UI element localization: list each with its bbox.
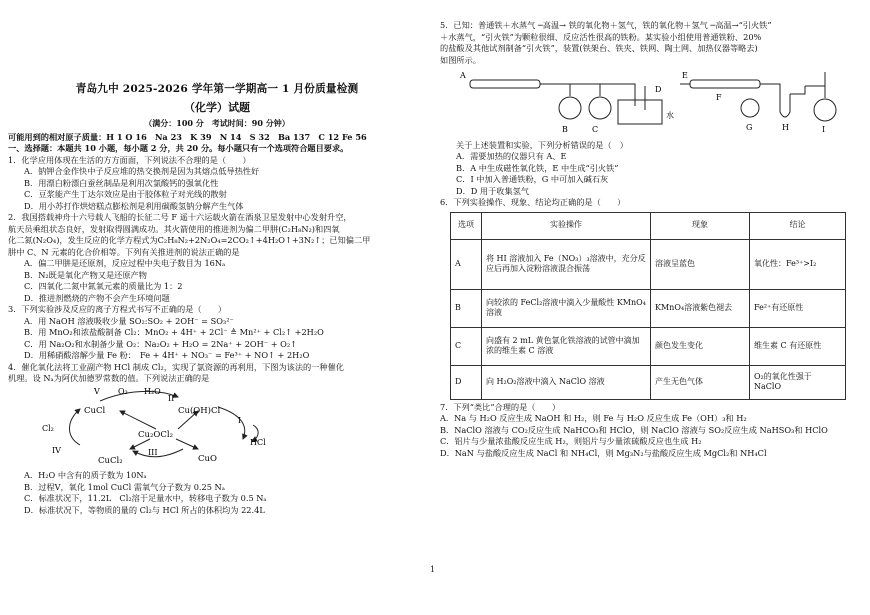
table-cell: 溶液呈蓝色 [651,239,750,289]
option-d: D．用稀硝酸溶解少量 Fe 粉： Fe + 4H⁺ + NO₃⁻ = Fe³⁺ + NO↑ + 2H₂O [24,350,310,361]
apparatus-diagram [450,66,850,136]
exam-subtitle: （化学）试题 [184,100,250,114]
option-c: C．I 中加入普通铁粉，G 中可加入碱石灰 [456,174,609,184]
table-cell: 氧化性：Fe³⁺>I₂ [750,239,846,289]
table-header-row [451,212,846,239]
option-c: C．铝片与少量浓盐酸反应生成 H₂，则铝片与少量浓硫酸反应也生成 H₂ [440,436,702,446]
question-stem: 7．下列“类比”合理的是（ ） [440,401,561,412]
atomic-masses: 可能用到的相对原子质量：H 1 O 16 Na 23 K 39 N 14 S 32 Ba 137 C 12 Fe 56 [8,131,367,142]
question-stem: 3．下列实验涉及反应的离子方程式书写不正确的是（ ） [8,304,227,315]
table-cell: A [451,239,482,289]
label-iii: III [148,447,158,457]
apparatus-label-g: G [746,123,753,132]
question-6 [440,197,858,400]
option-d: D．推进剂燃烧的产物不会产生环境问题 [24,292,170,303]
option-a: A．钠钾合金作快中子反应堆的热交换剂是因为其熔点低导热性好 [24,166,260,177]
question-stem: 2．我国搭载神舟十六号载人飞船的长征二号 F 遥十六运载火箭在酒泉卫星发射中心发射升空， [8,212,352,223]
question-stem: 化二氮(N₂O₄)，发生反应的化学方程式为C₂H₈N₂+2N₂O₄=2CO₂↑+4H₂O↑+3N₂↑；已知偏二甲 [8,235,371,246]
option-d: D．D 用于收集氢气 [456,185,530,196]
option-b: B．NaClO 溶液与 CO₂反应生成 NaHCO₃和 HClO，则 NaClO 溶液与 SO₂反应生成 NaHSO₃和 HClO [440,424,828,435]
option-a: A．H₂O 中含有的质子数为 10Nₐ [24,470,147,481]
apparatus-label-c: C [592,125,599,134]
label-ii: II [168,393,175,403]
option-b: B．用漂白粉漂白蚕丝制品是利用次氯酸钙的强氧化性 [24,177,219,188]
question-stem: ＋水蒸气，“引火铁”为颗粒很细、反应活性很高的铁粉。某实验小组使用普通铁粉、20% [440,31,762,42]
question-5 [440,20,858,196]
label-o2: O₂ [118,386,128,396]
option-a: A．Na 与 H₂O 反应生成 NaOH 和 H₂，则 Fe 与 H₂O 反应生成 Fe（OH）₃和 H₂ [440,413,747,423]
exam-score-info: （满分：100 分 考试时间：90 分钟） [144,117,290,128]
right-column [440,0,858,459]
species-cucl2: CuCl₂ [98,455,123,466]
left-column [8,0,426,516]
species-cuohcl: Cu(OH)Cl [178,405,221,416]
option-d: D．NaN 与盐酸反应生成 NaCl 和 NH₄Cl，则 Mg₃N₂与盐酸反应生成 MgCl₂和 NH₄Cl [440,447,767,458]
species-cu2ocl2: Cu₂OCl₂ [138,429,173,440]
apparatus-label-e: E [682,71,688,80]
option-a: A．偏二甲肼是还原剂，反应过程中失电子数目为 16Nₐ [24,258,226,269]
catalytic-cycle-diagram [38,385,298,467]
table-cell: 向较浓的 FeCl₂溶液中滴入少量酸性 KMnO₄溶液 [482,289,651,327]
table-cell: 向盛有 2 mL 黄色氯化铁溶液的试管中滴加浓的维生素 C 溶液 [482,327,651,365]
label-iv: IV [52,445,61,455]
option-a: A．用 NaOH 溶液吸收少量 SO₂:SO₂ + 2OH⁻ = SO₃²⁻ [24,315,234,326]
table-row [451,365,846,399]
column-header: 现象 [651,212,750,239]
table-cell: D [451,365,482,399]
column-header: 选项 [451,212,482,239]
table-cell: 颜色发生变化 [651,327,750,365]
apparatus-label-b: B [562,125,568,134]
option-d: D．用小苏打作烘焙糕点膨松剂是利用碳酸氢钠分解产生气体 [24,200,244,211]
column-header: 结论 [750,212,846,239]
option-c: C．标准状况下，11.2L Cl₂溶于足量水中，转移电子数为 0.5 Nₐ [24,493,267,504]
option-b: B．A 中生成磁性氧化铁，E 中生成“引火铁” [456,162,619,173]
option-c: C．四氧化二氮中氮氧元素的质量比为 1：2 [24,281,183,292]
label-i: I [238,415,242,425]
question-stem: 肼中 C、N 元素的化合价相等。下列有关推进剂的说法正确的是 [8,246,240,257]
question-stem: 关于上述装置和实验，下列分析错误的是（ ） [456,139,628,150]
option-c: C．用 Na₂O₂和水制备少量 O₂：Na₂O₂ + H₂O = 2Na⁺ + 2OH⁻ + O₂↑ [24,338,298,349]
option-c: C．豆浆能产生丁达尔效应是由于胶体粒子对光线的散射 [24,189,227,200]
question-stem: 如图所示。 [440,54,481,65]
question-stem: 6．下列实验操作、现象、结论均正确的是（ ） [440,197,626,207]
table-cell: Fe²⁺有还原性 [750,289,846,327]
experiment-table [450,212,846,400]
option-b: B．用 MnO₂和浓盐酸制备 Cl₂：MnO₂ + 4H⁺ + 2Cl⁻ ≜ Mn²⁺ + Cl₂↑ +2H₂O [24,327,324,338]
table-cell: 产生无色气体 [651,365,750,399]
column-header: 实验操作 [482,212,651,239]
apparatus-label-f: F [716,93,722,102]
apparatus-label-d: D [655,85,662,94]
table-row [451,289,846,327]
question-stem: 5．已知：普通铁＋水蒸气 ─高温→ 铁的氧化物＋氢气，铁的氧化物＋氢气 ─高温→“引火铁” [440,20,772,30]
option-b: B．过程V，氧化 1mol CuCl 需氧气分子数为 0.25 Nₐ [24,481,225,492]
question-stem: 1．化学应用体现在生活的方方面面，下列说法不合理的是（ ） [8,154,251,165]
table-cell: B [451,289,482,327]
option-d: D．标准状况下，等物质的量的 Cl₂与 HCl 所占的体积均为 22.4L [24,504,265,515]
label-h2o: H₂O [144,386,161,396]
table-row [451,327,846,365]
question-4 [8,362,426,516]
apparatus-label-water: 水 [666,111,674,120]
table-cell: KMnO₄溶液紫色褪去 [651,289,750,327]
section-heading: 一、选择题：本题共 10 小题，每小题 2 分，共 20 分。每小题只有一个选项符合题目要求。 [8,143,349,154]
apparatus-label-h: H [782,123,789,132]
species-hcl: HCl [250,437,266,447]
table-cell: 向 H₂O₂溶液中滴入 NaClO 溶液 [482,365,651,399]
species-cuo: CuO [198,453,217,464]
species-cucl: CuCl [84,405,106,416]
question-3 [8,304,426,361]
table-cell: 维生素 C 有还原性 [750,327,846,365]
table-cell: C [451,327,482,365]
table-cell: 将 HI 溶液加入 Fe（NO₃）₃溶液中，充分反应后再加入淀粉溶液混合振荡 [482,239,651,289]
option-a: A．需要加热的仪器只有 A、E [456,151,567,161]
question-stem: 机理。设 Nₐ为阿伏加德罗常数的值。下列说法正确的是 [8,373,210,384]
exam-title: 青岛九中 2025-2026 学年第一学期高一 1 月份质量检测 [75,83,359,95]
table-cell: O₂的氧化性强于 NaClO [750,365,846,399]
question-2 [8,212,426,303]
option-b: B．N₂既是氧化产物又是还原产物 [24,269,147,280]
question-1 [8,155,426,212]
question-stem: 4．催化氧化法将工业副产物 HCl 制成 Cl₂，实现了氯资源的再利用，下图为该法的一种催化 [8,361,344,372]
table-row [451,239,846,289]
apparatus-label-a: A [460,71,466,80]
question-stem: 航天员乘组状态良好，发射取得圆满成功。其火箭使用的推进剂为偏二甲肼(C₂H₈N₂)和四氧 [8,223,340,234]
apparatus-label-i: I [822,125,826,134]
label-v: V [94,386,100,396]
page-number: 1 [430,565,436,574]
question-7 [440,402,858,459]
species-cl2: Cl₂ [42,423,54,433]
question-stem: 的盐酸及其他试剂制备“引火铁”，装置(铁架台、铁夹、铁网、陶土网、加热仪器等略去) [440,43,758,53]
